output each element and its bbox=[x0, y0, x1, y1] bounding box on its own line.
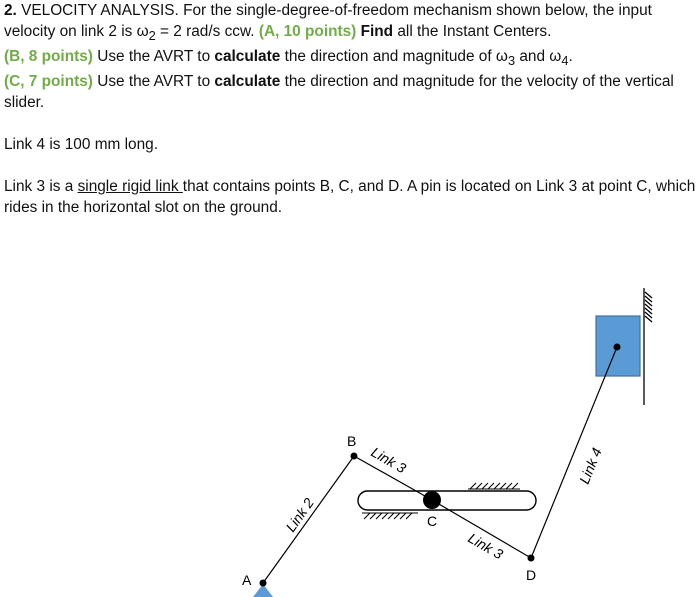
link4-length-line: Link 4 is 100 mm long. bbox=[4, 136, 158, 154]
joint-d bbox=[528, 555, 535, 562]
part-b-text-2: the direction and magnitude of ω bbox=[280, 48, 508, 66]
part-b-tag: (B, 8 points) bbox=[4, 48, 93, 66]
part-c-text-1: Use the AVRT to bbox=[92, 73, 215, 91]
label-link4: Link 4 bbox=[575, 445, 605, 487]
part-c-tag: (C, 7 points) bbox=[4, 73, 93, 91]
label-point-d: D bbox=[526, 567, 537, 583]
vertical-ground-wall bbox=[644, 288, 652, 405]
part-a-tag: (A, 10 points) bbox=[258, 23, 357, 40]
joint-a bbox=[260, 580, 267, 587]
joint-b bbox=[351, 453, 358, 460]
label-link3-lower: Link 3 bbox=[465, 529, 506, 563]
part-c-text-2: the direction and magnitude for the velocity of the vertical slider. bbox=[4, 73, 674, 112]
intro-text-2: = 2 rad/s ccw. bbox=[155, 23, 259, 40]
part-b-calculate: calculate bbox=[214, 48, 281, 66]
label-point-c: C bbox=[427, 513, 438, 529]
label-point-a: A bbox=[242, 572, 252, 588]
intro-text: For the single-degree-of-freedom mechanism shown below, the input velocity on link 2 is ω bbox=[4, 2, 652, 40]
part-a-text: all the Instant Centers. bbox=[393, 23, 552, 40]
omega2-subscript: 2 bbox=[148, 28, 156, 44]
link3-text-2: that contains points B, C, and D. A pin is located on Link 3 at point C, which rides in the horizontal slot on the ground. bbox=[4, 178, 696, 217]
horizontal-slot bbox=[358, 491, 536, 510]
part-a-find: Find bbox=[360, 23, 394, 40]
part-b-and: and ω bbox=[515, 48, 562, 66]
label-link3-upper: Link 3 bbox=[368, 443, 409, 477]
label-link2: Link 2 bbox=[282, 494, 317, 535]
link3-underlined: single rigid link bbox=[77, 178, 183, 196]
part-b-end: . bbox=[568, 48, 573, 66]
part-c-calculate: calculate bbox=[214, 73, 281, 91]
problem-number: 2. bbox=[4, 2, 17, 19]
omega3-subscript: 3 bbox=[507, 53, 516, 69]
joint-c-pin bbox=[423, 491, 441, 509]
slot-ground-hatch-top bbox=[468, 483, 520, 489]
link2-line bbox=[263, 456, 354, 583]
problem-heading: VELOCITY ANALYSIS. bbox=[21, 2, 179, 19]
slot-ground-hatch-bottom bbox=[362, 513, 418, 519]
link3-text-1: Link 3 is a bbox=[4, 178, 78, 196]
part-b-text-1: Use the AVRT to bbox=[92, 48, 215, 66]
label-point-b: B bbox=[347, 433, 357, 449]
omega4-subscript: 4 bbox=[561, 53, 569, 69]
